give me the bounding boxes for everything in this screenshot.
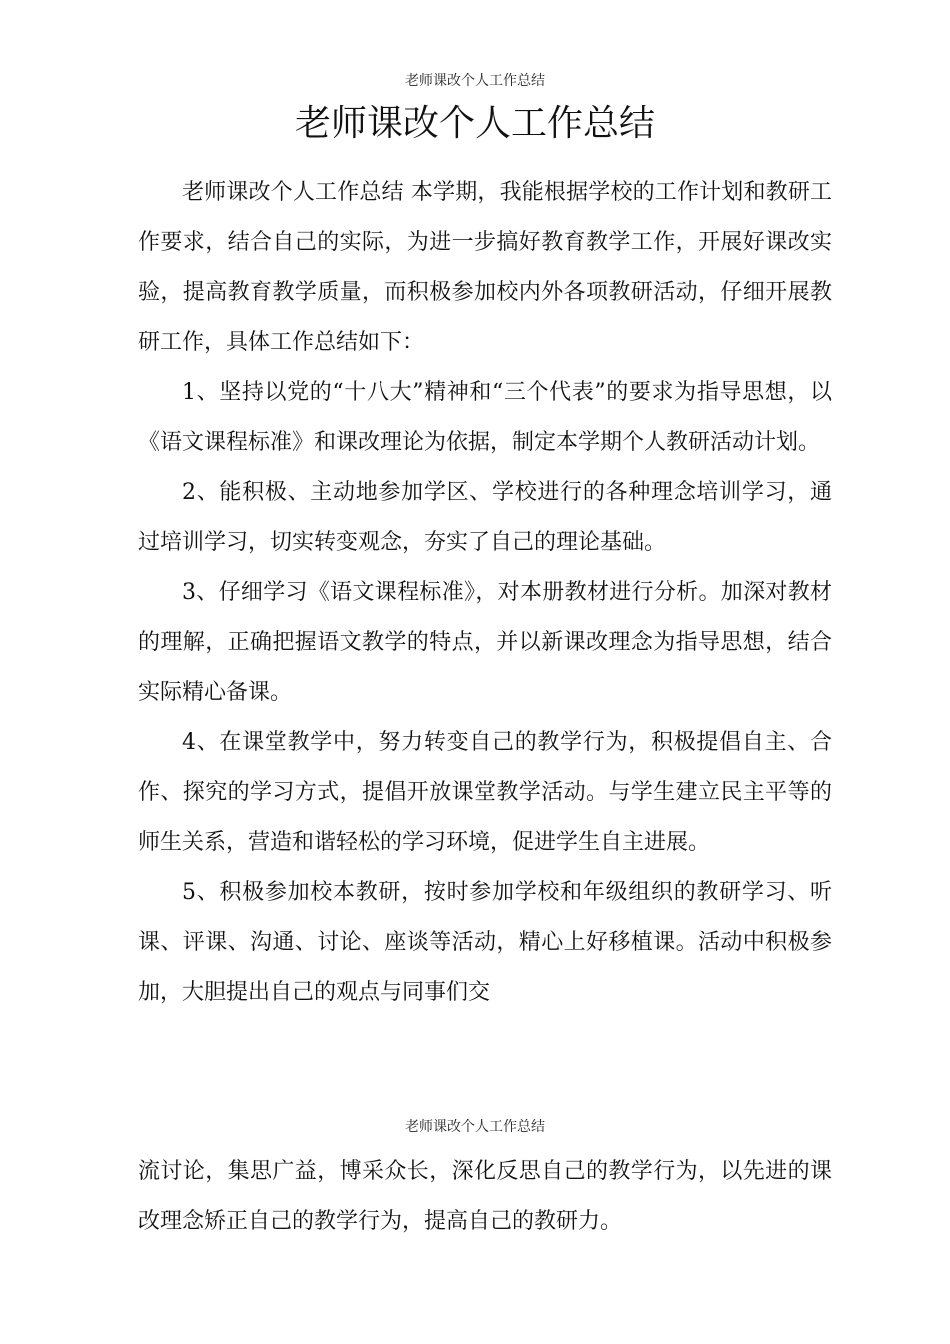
document-body-page-2 bbox=[138, 1147, 832, 1247]
running-header-page-2: 老师课改个人工作总结 bbox=[405, 1119, 545, 1135]
paragraph-item-2: 2、能积极、主动地参加学区、学校进行的各种理念培训学习，通过培训学习，切实转变观念，夯实了自己的理论基础。 bbox=[138, 480, 832, 555]
paragraph-item-5: 5、积极参加校本教研，按时参加学校和年级组织的教研学习、听课、评课、沟通、讨论、座谈等活动，精心上好移植课。活动中积极参加，大胆提出自己的观点与同事们交 bbox=[138, 880, 832, 1005]
paragraph-item-1: 1、坚持以党的“十八大”精神和“三个代表”的要求为指导思想，以《语文课程标准》和课改理论为依据，制定本学期个人教研活动计划。 bbox=[138, 380, 832, 455]
paragraph-item-4: 4、在课堂教学中，努力转变自己的教学行为，积极提倡自主、合作、探究的学习方式，提倡开放课堂教学活动。与学生建立民主平等的师生关系，营造和谐轻松的学习环境，促进学生自主进展。 bbox=[138, 730, 832, 855]
paragraph-intro: 老师课改个人工作总结 本学期，我能根据学校的工作计划和教研工作要求，结合自己的实际，为进一步搞好教育教学工作，开展好课改实验，提高教育教学质量，而积极参加校内外各项教研活动，仔细开展教研工作，具体工作总结如下： bbox=[138, 180, 832, 355]
document-body bbox=[138, 168, 832, 1018]
document-title: 老师课改个人工作总结 bbox=[294, 103, 655, 144]
paragraph-item-3: 3、仔细学习《语文课程标准》，对本册教材进行分析。加深对教材的理解，正确把握语文教学的特点，并以新课改理念为指导思想，结合实际精心备课。 bbox=[138, 580, 832, 705]
paragraph-continuation: 流讨论，集思广益，博采众长，深化反思自己的教学行为，以先进的课改理念矫正自己的教学行为，提高自己的教研力。 bbox=[138, 1159, 832, 1234]
running-header: 老师课改个人工作总结 bbox=[405, 73, 545, 89]
